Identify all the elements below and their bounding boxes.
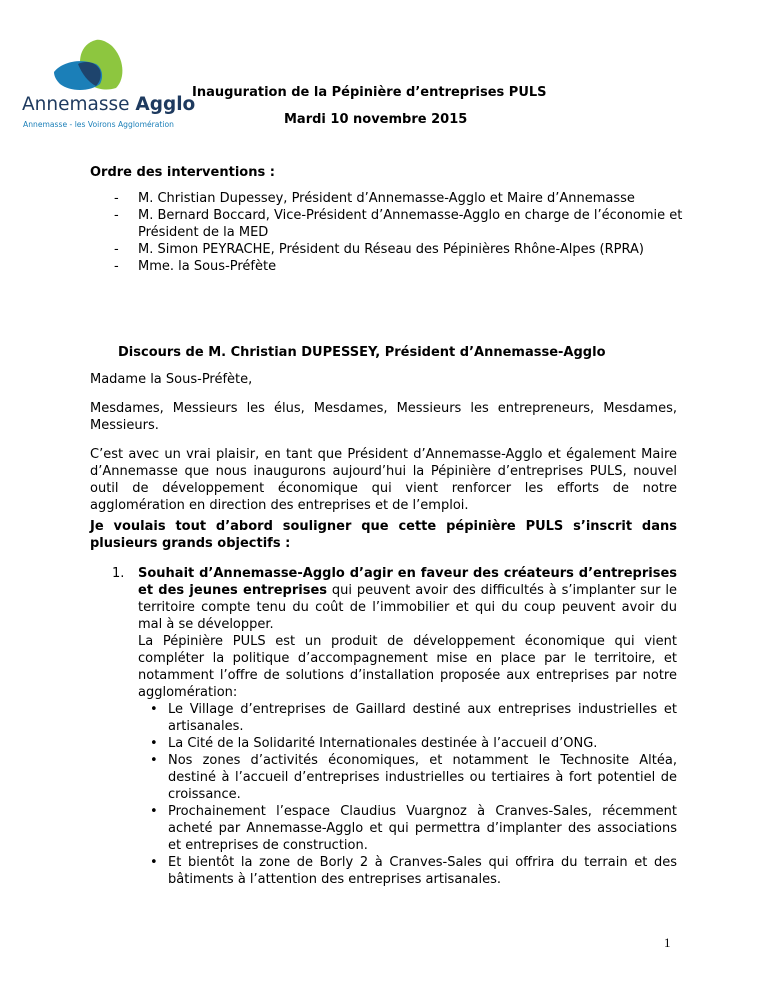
document-date: Mardi 10 novembre 2015: [284, 112, 468, 127]
list-item: • Le Village d’entreprises de Gaillard destiné aux entreprises industrielles et artisanales.: [150, 702, 677, 734]
objective-1-text: Souhait d’Annemasse-Agglo d’agir en faveur des créateurs d’entreprises et des jeunes entreprises qui peuvent avoir des difficultés à s’implanter sur le territoire compte tenu du coût de l’immobilier et qui du coup peuvent avoir du mal à se développer.: [138, 566, 677, 632]
speech-title: Discours de M. Christian DUPESSEY, Président d’Annemasse-Agglo: [118, 345, 606, 360]
objectives-intro: Je voulais tout d’abord souligner que cette pépinière PULS s’inscrit dans plusieurs grands objectifs :: [90, 519, 677, 551]
leaf-logo-icon: [50, 38, 130, 94]
audience-paragraph: Mesdames, Messieurs les élus, Mesdames, Messieurs les entrepreneurs, Mesdames, Messieurs.: [90, 401, 677, 433]
intro-paragraph: C’est avec un vrai plaisir, en tant que Président d’Annemasse-Agglo et également Maire d’Annemasse que nous inaugurons aujourd’hui la Pépinière d’entreprises PULS, nouvel outil de développement économique qui vient renforcer les efforts de notre agglomération en direction des entreprises et de l’emploi.: [90, 447, 677, 513]
list-item: - M. Bernard Boccard, Vice-Président d’Annemasse-Agglo en charge de l’économie et Président de la MED: [114, 208, 683, 240]
objective-number: 1.: [112, 566, 125, 581]
interventions-list: [90, 190, 690, 275]
list-item: • Prochainement l’espace Claudius Vuargnoz à Cranves-Sales, récemment acheté par Annemasse-Agglo et qui permettra d’implanter des associations et entreprises de construction.: [150, 804, 677, 853]
greeting-paragraph: Madame la Sous-Préfète,: [90, 372, 253, 387]
list-item: - Mme. la Sous-Préfète: [114, 259, 277, 274]
document-title: Inauguration de la Pépinière d’entreprises PULS: [192, 85, 547, 100]
annemasse-agglo-logo: [18, 38, 196, 133]
solutions-list: [138, 701, 677, 888]
logo-tagline: Annemasse - les Voirons Agglomération: [23, 120, 174, 129]
list-item: - M. Simon PEYRACHE, Président du Réseau des Pépinières Rhône-Alpes (RPRA): [114, 242, 644, 257]
objective-1: [90, 565, 677, 888]
list-item: • La Cité de la Solidarité Internationales destinée à l’accueil d’ONG.: [150, 736, 598, 751]
list-item: • Et bientôt la zone de Borly 2 à Cranves-Sales qui offrira du terrain et des bâtiments à l’attention des entreprises artisanales.: [150, 855, 677, 887]
objective-1-para2: La Pépinière PULS est un produit de développement économique qui vient compléter la politique d’accompagnement mise en place par le territoire, et notamment l’offre de solutions d’installation proposée aux entreprises par notre agglomération:: [138, 634, 677, 700]
interventions-title: Ordre des interventions :: [90, 165, 275, 180]
list-item: - M. Christian Dupessey, Président d’Annemasse-Agglo et Maire d’Annemasse: [114, 191, 635, 206]
list-item: • Nos zones d’activités économiques, et notamment le Technosite Altéa, destiné à l’accueil d’entreprises industrielles ou tertiaires à fort potentiel de croissance.: [150, 753, 677, 802]
logo-wordmark: Annemasse Agglo: [22, 94, 196, 115]
page-number: 1: [664, 935, 671, 950]
